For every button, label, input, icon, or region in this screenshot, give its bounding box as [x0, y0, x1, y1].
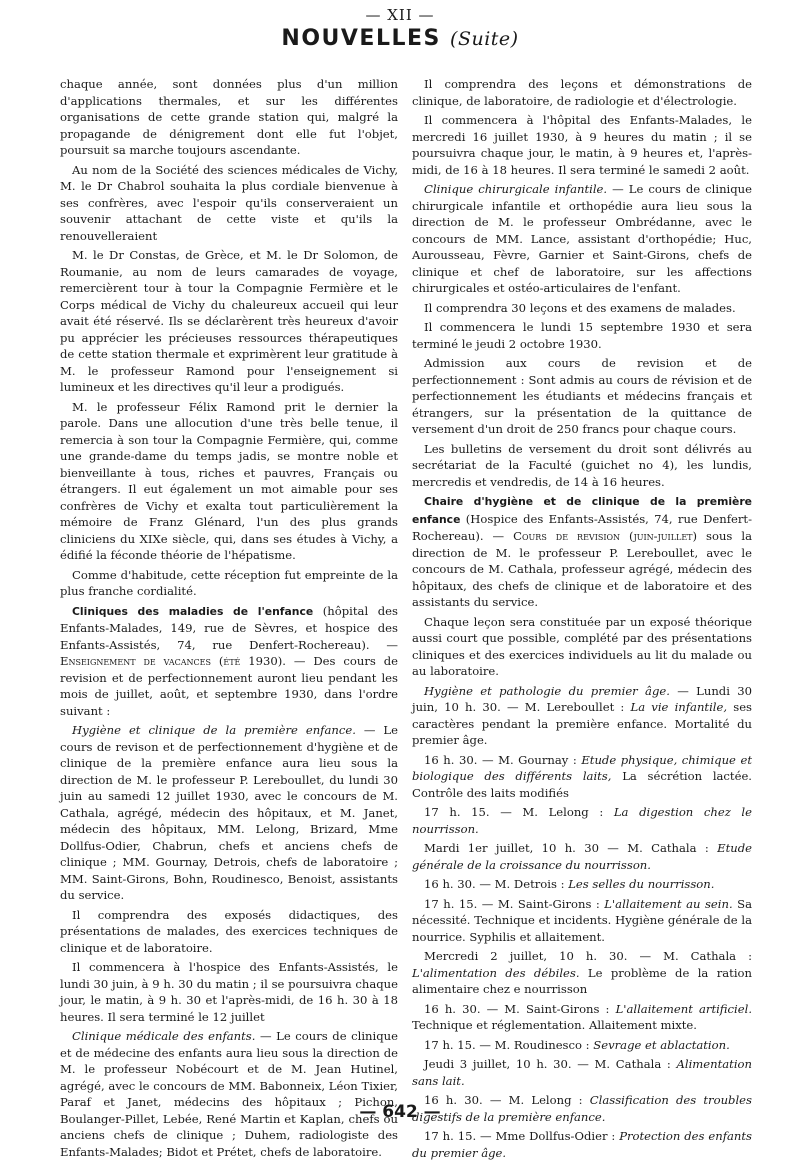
text-run: (hôpital des Enfants-Malades, 149, rue de Sèvres, et hospice des Enfants-Assistés, 74, rue Denfert-Rochereau). — [60, 603, 398, 652]
text-run: — Le cours de revison et de perfectionnement d'hygiène et de clinique de la première enfance aura lieu sous la direction de M. le professeur P. Lereboullet, du lundi 30 juin au samedi 12 juillet 1930, avec le concours de M. Cathala, agrégé, médecin des hôpitaux, et M. Janet, médecin des hôpitaux, MM. Lelong, Brizard, Mme Dollfus-Odier, Chabrun, chefs et anciens chefs de clinique ; MM. Gournay, Detrois, chefs de laboratoire ; MM. Saint-Girons, Bohn, Roudinesco, Benoist, assistants du service. [60, 723, 398, 902]
text-run: — Le cours de clinique et de médecine des enfants aura lieu sous la direction de M. le professeur Nobécourt et de M. Jean Hutinel, agrégé, avec le concours de MM. Babonneix, Léon Tixier, Paraf et Janet, médecins des hôpitaux ; Pichon, Boulanger-Pillet, Lebée, René Martin et Kaplan, chefs ou anciens chefs de clinique ; Duhem, radiologiste des Enfants-Malades; Bidot et Prétet, chefs de laboratoire. [60, 1029, 398, 1159]
paragraph: Comme d'habitude, cette réception fut empreinte de la plus franche cordialité. [60, 567, 398, 598]
paragraph: Au nom de la Société des sciences médicales de Vichy, M. le Dr Chabrol souhaita la plus cordiale bienvenue à ses confrères, avec l'espoir qu'ils conserveraient un souvenir attachant de cette viste et qu'ils la renouvelleraient [60, 162, 398, 243]
paragraph: M. le professeur Félix Ramond prit le dernier la parole. Dans une allocution d'une très belle tenue, il remercia à son tour la Compagnie Fermière, qui, comme une grande-dame du temps jadis, se montre noble et bienveillante à tous, riches et pauvres, Français ou étrangers. Il eut également un mot aimable pour ses confrères de Vichy et exalta tout particulièrement la mémoire de Franz Glénard, l'un des plus grands cliniciens du XIXe siècle, qui, dans ses études à Vichy, a édifié la féconde théorie de l'hépatisme. [60, 399, 398, 562]
paragraph: Il commencera à l'hospice des Enfants-Assistés, le lundi 30 juin, à 9 h. 30 du matin ; il se poursuivra chaque jour, le matin, à 9 h. 30 et l'après-midi, de 16 h. 30 à 18 heures. Il sera terminé le 12 juillet [60, 960, 398, 1024]
italic-run: Protection des enfants du premier âge. [412, 1129, 752, 1160]
paragraph: Chaque leçon sera constituée par un exposé théorique aussi court que possible, complété par des présentations cliniques et des exercices individuels au lit du malade ou au laboratoire. [412, 614, 752, 678]
text-run: 17 h. 15. — M. Roudinesco : [424, 1037, 594, 1052]
paragraph [60, 722, 398, 904]
text-run: La sécrétion lactée. Contrôle des laits modifiés [412, 769, 752, 800]
text-run: 17 h. 15. — M. Lelong : [424, 805, 614, 819]
title-suite: (Suite) [450, 28, 519, 50]
italic-run: L'alimentation des débiles. [412, 965, 580, 980]
paragraph: chaque année, sont données plus d'un million d'applications thermales, et sur les différentes organisations de cette grande station qui, malgré la propagande de dénigrement dont elle fut l'objet, poursuit sa marche toujours ascendante. [60, 77, 398, 157]
paragraph: Il comprendra des leçons et démonstrations de clinique, de laboratoire, de radiologie et d'électrologie. [412, 77, 752, 108]
paragraph: M. le Dr Constas, de Grèce, et M. le Dr Solomon, de Roumanie, au nom de leurs camarades de voyage, remercièrent tour à tour la Compagnie Fermière et le Corps médical de Vichy du chaleureux accueil qui leur avait été réservé. Ils se déclarèrent très heureux d'avoir pu apprécier les précieuses ressources thérapeutiques de cette station thermale et exprimèrent leur gratitude à M. le professeur Ramond pour l'enseignement si lumineux et les directives qu'il leur a prodigués. [60, 248, 398, 394]
italic-run: Etude générale de la croissance du nourrisson. [412, 841, 752, 872]
text-run: 16 h. 30. — M. Gournay : [424, 752, 582, 767]
text-run: Technique et réglementation. Allaitement mixte. [412, 1018, 697, 1032]
text-run: (Hospice des Enfants-Assistés, 74, rue Denfert-Rochereau). — [412, 511, 752, 543]
italic-run: L'allaitement au sein. [604, 896, 733, 911]
small-caps-run: Enseignement de vacances (été 1930). [60, 654, 286, 668]
text-run: sous la direction de M. le professeur P. Lereboullet, avec le concours de M. Cathala, professeur agrégé, médecin des hôpitaux, des chefs de clinique et de laboratoire et des assistants du service. [412, 529, 752, 609]
schedule-entry [412, 840, 752, 873]
paragraph: Les bulletins de versement du droit sont délivrés au secrétariat de la Faculté (guichet no 4), les lundis, mercredis et vendredis, de 14 à 16 heures. [412, 441, 752, 489]
text-run: Sa nécessité. Technique et incidents. Hygiène générale de la nourrice. Syphilis et allaitement. [412, 896, 752, 944]
paragraph [412, 181, 752, 297]
section-heading: Cliniques des maladies de l'enfance [72, 604, 314, 618]
italic-run: Alimentation sans lait. [412, 1057, 752, 1088]
italic-run: Sevrage et ablactation. [593, 1037, 730, 1052]
text-run: ses caractères pendant la première enfance. Mortalité du premier âge. [412, 700, 752, 747]
paragraph: Admission aux cours de revision et de perfectionnement : Sont admis au cours de révision et de perfectionnement les étudiants et médecins français et étrangers, sur la présentation de la quittance de versement d'un droit de 250 francs pour chaque cours. [412, 356, 752, 436]
schedule-entry [412, 896, 752, 946]
schedule-entry [412, 804, 752, 837]
paragraph: Il commencera à l'hôpital des Enfants-Malades, le mercredi 16 juillet 1930, à 9 heures du matin ; il se poursuivra chaque jour, le matin, à 9 heures et, l'après-midi, de 16 à 18 heures. Il sera terminé le samedi 2 août. [412, 113, 752, 177]
italic-run: La vie infantile, [630, 700, 728, 714]
italic-run: Classification des troubles digestifs de la première enfance. [412, 1093, 752, 1124]
text-run: Le problème de la ration alimentaire chez e nourrisson [412, 965, 752, 996]
italic-run: Hygiène et pathologie du premier âge. [424, 683, 670, 698]
italic-run: Clinique chirurgicale infantile. [424, 182, 608, 196]
schedule-entry [412, 1037, 752, 1054]
italic-run: Hygiène et clinique de la première enfance. [72, 723, 356, 737]
left-column [60, 76, 399, 1159]
roman-folio: — XII — [365, 6, 435, 24]
schedule-entry [412, 948, 752, 998]
text-run: Mercredi 2 juillet, 10 h. 30. — M. Cathala : [424, 949, 752, 963]
paragraph: Il comprendra 30 leçons et des examens de malades. [424, 300, 736, 315]
text-run: 17 h. 15. — Mme Dollfus-Odier : [424, 1129, 620, 1143]
text-run: — Lundi 30 juin, 10 h. 30. — M. Lereboullet : [412, 683, 752, 714]
paragraph [60, 603, 398, 720]
italic-run: La digestion chez le nourrisson. [412, 805, 752, 836]
paragraph [60, 1028, 398, 1160]
schedule-entry [412, 1128, 752, 1161]
paragraph: Il commencera le lundi 15 septembre 1930 et sera terminé le jeudi 2 octobre 1930. [412, 320, 752, 351]
italic-run: Les selles du nourrisson. [568, 877, 715, 891]
text-run: 16 h. 30. — M. Detrois : [424, 877, 569, 891]
page-number: — 642 — [359, 1102, 441, 1122]
right-column [412, 76, 752, 1160]
page-title [0, 26, 800, 51]
paragraph [412, 493, 752, 611]
text-run: 17 h. 15. — M. Saint-Girons : [424, 896, 605, 911]
schedule-entry [412, 876, 752, 893]
paragraph: Il comprendra des exposés didactiques, des présentations de malades, des exercices techniques de clinique et de laboratoire. [60, 907, 398, 955]
title-main: NOUVELLES [281, 26, 441, 51]
italic-run: L'allaitement artificiel. [615, 1001, 752, 1016]
section-heading: Chaire d'hygiène et de clinique de la première enfance [412, 495, 752, 526]
text-run: — Des cours de revision et de perfectionnement auront lieu pendant les mois de juillet, août, et septembre 1930, dans l'ordre suivant : [60, 654, 399, 718]
text-run: 16 h. 30. — M. Saint-Girons : [424, 1001, 616, 1016]
schedule-entry [412, 752, 752, 802]
schedule-entry [412, 1056, 752, 1089]
italic-run: Clinique médicale des enfants. [72, 1029, 256, 1043]
paragraph [412, 683, 752, 749]
text-run: Mardi 1er juillet, 10 h. 30 — M. Cathala : [424, 841, 718, 855]
text-run: Jeudi 3 juillet, 10 h. 30. — M. Cathala : [424, 1057, 677, 1071]
small-caps-run: Cours de revision (juin-juillet) [513, 529, 698, 543]
text-run: — Le cours de clinique chirurgicale infantile et orthopédie aura lieu sous la direction de M. le professeur Ombrédanne, avec le concours de MM. Lance, assistant d'orthopédie; Huc, Aurousseau, Fèvre, Garnier et Saint-Girons, chefs de clinique et chef de laboratoire, sur les affections chirurgicales et ostéo-articulaires de l'enfant. [412, 182, 752, 295]
italic-run: Etude physique, chimique et biologique des différents laits, [412, 752, 752, 783]
text-run: 16 h. 30. — M. Lelong : [424, 1093, 590, 1107]
schedule-entry [412, 1001, 752, 1034]
